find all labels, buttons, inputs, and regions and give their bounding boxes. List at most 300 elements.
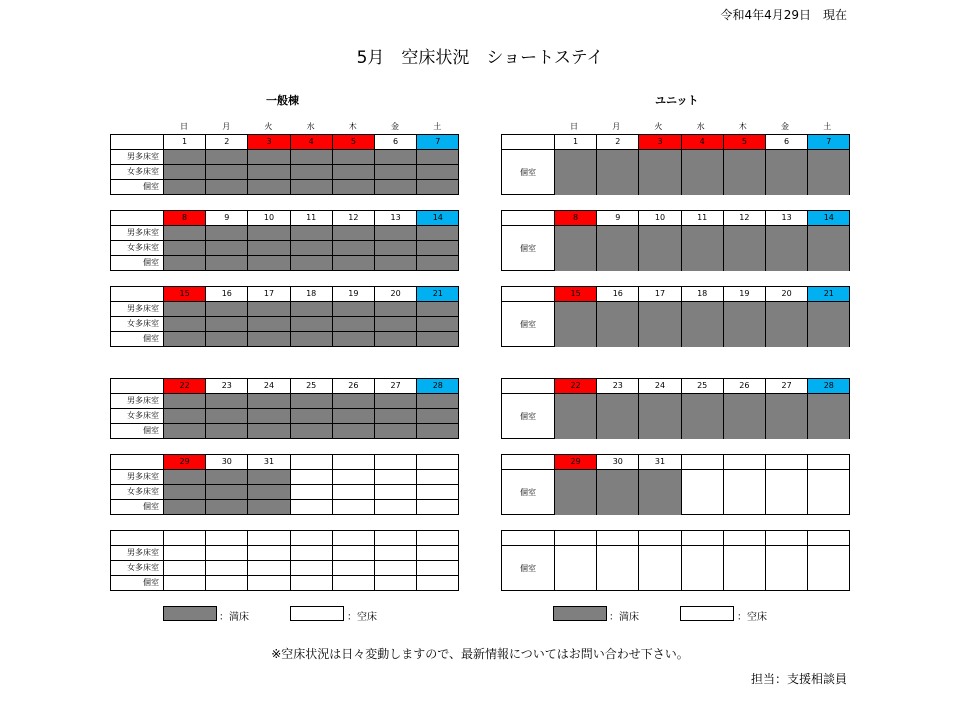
bed-empty-cell — [808, 546, 850, 591]
day-number-cell: 9 — [206, 211, 248, 226]
legend-empty-label-general: ：空床 — [347, 612, 377, 623]
bed-empty-cell — [417, 470, 459, 485]
bed-full-cell — [248, 226, 290, 241]
day-number-cell: 19 — [724, 287, 766, 302]
bed-full-cell — [291, 394, 333, 409]
bed-full-cell — [248, 394, 290, 409]
week-block-unit — [501, 286, 850, 347]
bed-empty-cell — [375, 470, 417, 485]
bed-full-cell — [248, 470, 290, 485]
bed-full-cell — [206, 302, 248, 317]
bed-full-cell — [682, 150, 724, 195]
bed-full-cell — [597, 150, 639, 195]
bed-full-cell — [597, 394, 639, 439]
room-type-label: 個室 — [502, 226, 555, 271]
day-number-cell: 25 — [291, 379, 333, 394]
bed-full-cell — [555, 150, 597, 195]
bed-empty-cell — [375, 576, 417, 591]
bed-full-cell — [639, 226, 681, 271]
bed-full-cell — [206, 150, 248, 165]
day-number-cell: 16 — [206, 287, 248, 302]
bed-full-cell — [417, 424, 459, 439]
header-corner — [111, 135, 164, 150]
bed-full-cell — [206, 241, 248, 256]
bed-full-cell — [682, 302, 724, 347]
day-number-cell: 29 — [164, 455, 206, 470]
bed-full-cell — [555, 470, 597, 515]
section-label-unit: ユニット — [655, 94, 699, 107]
bed-full-cell — [206, 485, 248, 500]
day-number-cell — [766, 531, 808, 546]
bed-full-cell — [164, 317, 206, 332]
bed-full-cell — [248, 485, 290, 500]
bed-full-cell — [682, 226, 724, 271]
bed-empty-cell — [375, 546, 417, 561]
day-number-cell — [724, 531, 766, 546]
bed-full-cell — [639, 302, 681, 347]
bed-full-cell — [333, 226, 375, 241]
day-number-cell — [808, 455, 850, 470]
day-number-cell: 8 — [555, 211, 597, 226]
bed-empty-cell — [291, 470, 333, 485]
bed-empty-cell — [164, 561, 206, 576]
bed-empty-cell — [333, 561, 375, 576]
day-number-cell: 17 — [248, 287, 290, 302]
week-block-general — [110, 454, 459, 515]
bed-full-cell — [248, 409, 290, 424]
bed-empty-cell — [291, 546, 333, 561]
day-number-cell: 28 — [808, 379, 850, 394]
day-number-cell — [291, 455, 333, 470]
week-block-general — [110, 286, 459, 347]
bed-full-cell — [206, 165, 248, 180]
bed-empty-cell — [333, 576, 375, 591]
bed-full-cell — [164, 150, 206, 165]
bed-empty-cell — [164, 546, 206, 561]
bed-full-cell — [206, 424, 248, 439]
day-number-cell: 11 — [291, 211, 333, 226]
bed-full-cell — [639, 150, 681, 195]
bed-full-cell — [639, 394, 681, 439]
bed-full-cell — [417, 394, 459, 409]
bed-full-cell — [248, 256, 290, 271]
room-type-label: 個室 — [502, 470, 555, 515]
bed-empty-cell — [206, 546, 248, 561]
bed-full-cell — [333, 180, 375, 195]
day-number-cell: 15 — [164, 287, 206, 302]
day-number-cell: 21 — [808, 287, 850, 302]
day-number-cell: 8 — [164, 211, 206, 226]
bed-full-cell — [333, 409, 375, 424]
bed-empty-cell — [682, 470, 724, 515]
bed-full-cell — [375, 409, 417, 424]
bed-full-cell — [417, 409, 459, 424]
day-number-cell: 10 — [639, 211, 681, 226]
room-type-label: 男多床室 — [111, 150, 164, 165]
bed-empty-cell — [164, 576, 206, 591]
bed-full-cell — [808, 394, 850, 439]
bed-full-cell — [417, 180, 459, 195]
bed-full-cell — [555, 302, 597, 347]
day-number-cell: 25 — [682, 379, 724, 394]
weekday-label: 土 — [433, 122, 442, 131]
bed-full-cell — [291, 317, 333, 332]
room-type-label: 男多床室 — [111, 226, 164, 241]
day-number-cell — [248, 531, 290, 546]
weekday-label: 火 — [654, 122, 663, 131]
room-type-label: 女多床室 — [111, 165, 164, 180]
bed-full-cell — [291, 302, 333, 317]
bed-empty-cell — [375, 485, 417, 500]
weekday-label: 水 — [306, 122, 315, 131]
day-number-cell — [808, 531, 850, 546]
bed-full-cell — [766, 226, 808, 271]
day-number-cell: 16 — [597, 287, 639, 302]
day-number-cell — [639, 531, 681, 546]
day-number-cell — [766, 455, 808, 470]
weekday-label: 日 — [570, 122, 578, 131]
bed-full-cell — [248, 150, 290, 165]
day-number-cell: 22 — [555, 379, 597, 394]
room-type-label: 個室 — [502, 302, 555, 347]
day-number-cell — [682, 455, 724, 470]
week-block-general — [110, 210, 459, 271]
bed-full-cell — [291, 180, 333, 195]
bed-full-cell — [164, 470, 206, 485]
bed-full-cell — [375, 317, 417, 332]
day-number-cell: 1 — [555, 135, 597, 150]
bed-empty-cell — [417, 561, 459, 576]
bed-full-cell — [724, 302, 766, 347]
day-number-cell: 24 — [248, 379, 290, 394]
day-number-cell: 20 — [375, 287, 417, 302]
bed-full-cell — [417, 332, 459, 347]
bed-full-cell — [417, 165, 459, 180]
bed-full-cell — [333, 302, 375, 317]
bed-full-cell — [164, 500, 206, 515]
bed-full-cell — [291, 241, 333, 256]
day-number-cell: 12 — [333, 211, 375, 226]
legend-full-label-unit: ：満床 — [609, 612, 639, 623]
day-number-cell: 13 — [375, 211, 417, 226]
weekday-label: 日 — [180, 122, 188, 131]
day-number-cell: 20 — [766, 287, 808, 302]
bed-empty-cell — [808, 470, 850, 515]
day-number-cell: 23 — [206, 379, 248, 394]
header-corner — [502, 379, 555, 394]
bed-full-cell — [291, 256, 333, 271]
room-type-label: 個室 — [502, 394, 555, 439]
day-number-cell: 29 — [555, 455, 597, 470]
bed-empty-cell — [682, 546, 724, 591]
header-corner — [502, 211, 555, 226]
day-number-cell: 24 — [639, 379, 681, 394]
bed-full-cell — [375, 256, 417, 271]
day-number-cell — [333, 455, 375, 470]
section-label-general: 一般棟 — [266, 94, 299, 107]
day-number-cell: 19 — [333, 287, 375, 302]
room-type-label: 男多床室 — [111, 470, 164, 485]
day-number-cell — [417, 455, 459, 470]
day-number-cell: 7 — [808, 135, 850, 150]
day-number-cell: 7 — [417, 135, 459, 150]
room-type-label: 個室 — [502, 150, 555, 195]
bed-full-cell — [291, 332, 333, 347]
bed-full-cell — [248, 332, 290, 347]
bed-empty-cell — [375, 561, 417, 576]
header-corner — [111, 379, 164, 394]
bed-empty-cell — [291, 561, 333, 576]
bed-full-cell — [766, 150, 808, 195]
week-block-unit — [501, 210, 850, 271]
bed-empty-cell — [555, 546, 597, 591]
bed-full-cell — [639, 470, 681, 515]
legend-full-label-general: ：満床 — [219, 612, 249, 623]
bed-empty-cell — [248, 546, 290, 561]
legend-empty-label-unit: ：空床 — [737, 612, 767, 623]
day-number-cell: 4 — [682, 135, 724, 150]
day-number-cell — [417, 531, 459, 546]
bed-full-cell — [333, 256, 375, 271]
header-corner — [111, 211, 164, 226]
day-number-cell: 18 — [291, 287, 333, 302]
bed-full-cell — [164, 241, 206, 256]
bed-empty-cell — [333, 546, 375, 561]
day-number-cell: 6 — [375, 135, 417, 150]
bed-full-cell — [206, 500, 248, 515]
bed-full-cell — [333, 424, 375, 439]
bed-full-cell — [206, 332, 248, 347]
day-number-cell: 11 — [682, 211, 724, 226]
bed-empty-cell — [417, 576, 459, 591]
header-corner — [502, 135, 555, 150]
day-number-cell: 22 — [164, 379, 206, 394]
bed-full-cell — [164, 165, 206, 180]
day-number-cell: 6 — [766, 135, 808, 150]
bed-full-cell — [597, 470, 639, 515]
room-type-label: 女多床室 — [111, 485, 164, 500]
bed-full-cell — [333, 332, 375, 347]
day-number-cell — [291, 531, 333, 546]
bed-full-cell — [724, 150, 766, 195]
bed-full-cell — [375, 226, 417, 241]
bed-full-cell — [333, 317, 375, 332]
bed-full-cell — [375, 424, 417, 439]
week-block-unit — [501, 134, 850, 195]
legend-full-swatch-unit — [553, 606, 607, 621]
room-type-label: 個室 — [111, 332, 164, 347]
bed-empty-cell — [291, 576, 333, 591]
day-number-cell: 23 — [597, 379, 639, 394]
weekday-label: 月 — [612, 122, 621, 131]
weekday-label: 火 — [264, 122, 273, 131]
room-type-label: 個室 — [111, 256, 164, 271]
bed-full-cell — [417, 241, 459, 256]
day-number-cell: 31 — [639, 455, 681, 470]
room-type-label: 女多床室 — [111, 317, 164, 332]
day-number-cell: 31 — [248, 455, 290, 470]
bed-full-cell — [206, 256, 248, 271]
bed-empty-cell — [248, 576, 290, 591]
day-number-cell — [333, 531, 375, 546]
legend-full-swatch-general — [163, 606, 217, 621]
bed-full-cell — [248, 165, 290, 180]
bed-full-cell — [164, 409, 206, 424]
day-number-cell: 27 — [375, 379, 417, 394]
week-block-general — [110, 378, 459, 439]
header-corner — [111, 287, 164, 302]
room-type-label: 女多床室 — [111, 409, 164, 424]
bed-full-cell — [375, 180, 417, 195]
bed-empty-cell — [417, 485, 459, 500]
bed-full-cell — [555, 394, 597, 439]
room-type-label: 男多床室 — [111, 394, 164, 409]
room-type-label: 個室 — [111, 180, 164, 195]
bed-full-cell — [808, 150, 850, 195]
bed-empty-cell — [417, 546, 459, 561]
bed-full-cell — [375, 394, 417, 409]
bed-empty-cell — [291, 485, 333, 500]
bed-full-cell — [597, 302, 639, 347]
day-number-cell: 2 — [597, 135, 639, 150]
week-block-unit — [501, 454, 850, 515]
bed-full-cell — [164, 332, 206, 347]
bed-empty-cell — [766, 470, 808, 515]
bed-full-cell — [808, 302, 850, 347]
bed-full-cell — [375, 150, 417, 165]
bed-full-cell — [417, 256, 459, 271]
weekday-header-general — [163, 121, 459, 133]
header-corner — [111, 455, 164, 470]
bed-full-cell — [375, 302, 417, 317]
bed-full-cell — [291, 409, 333, 424]
as-of-date: 令和4年4月29日 現在 — [720, 8, 847, 22]
day-number-cell: 5 — [333, 135, 375, 150]
day-number-cell: 14 — [417, 211, 459, 226]
bed-empty-cell — [724, 470, 766, 515]
weekday-label: 木 — [348, 122, 357, 131]
weekday-label: 木 — [738, 122, 747, 131]
day-number-cell: 2 — [206, 135, 248, 150]
bed-full-cell — [724, 394, 766, 439]
bed-empty-cell — [333, 470, 375, 485]
weekday-label: 金 — [391, 122, 399, 131]
room-type-label: 個室 — [111, 500, 164, 515]
bed-full-cell — [164, 256, 206, 271]
day-number-cell: 9 — [597, 211, 639, 226]
bed-full-cell — [248, 424, 290, 439]
bed-full-cell — [291, 150, 333, 165]
header-corner — [502, 531, 555, 546]
room-type-label: 個室 — [111, 576, 164, 591]
bed-empty-cell — [639, 546, 681, 591]
bed-full-cell — [164, 394, 206, 409]
bed-full-cell — [291, 424, 333, 439]
week-block-general — [110, 530, 459, 591]
bed-full-cell — [417, 150, 459, 165]
room-type-label: 個室 — [111, 424, 164, 439]
day-number-cell: 17 — [639, 287, 681, 302]
bed-full-cell — [248, 241, 290, 256]
bed-full-cell — [206, 409, 248, 424]
bed-full-cell — [164, 485, 206, 500]
bed-empty-cell — [291, 500, 333, 515]
bed-full-cell — [248, 302, 290, 317]
day-number-cell: 4 — [291, 135, 333, 150]
weekday-label: 土 — [823, 122, 832, 131]
day-number-cell: 18 — [682, 287, 724, 302]
bed-full-cell — [724, 226, 766, 271]
day-number-cell: 27 — [766, 379, 808, 394]
room-type-label: 女多床室 — [111, 241, 164, 256]
notice-text: ※空床状況は日々変動しますので、最新情報についてはお問い合わせ下さい。 — [271, 647, 689, 661]
day-number-cell: 13 — [766, 211, 808, 226]
day-number-cell: 30 — [597, 455, 639, 470]
header-corner — [111, 531, 164, 546]
week-block-unit — [501, 530, 850, 591]
bed-empty-cell — [766, 546, 808, 591]
day-number-cell: 3 — [248, 135, 290, 150]
day-number-cell: 3 — [639, 135, 681, 150]
bed-full-cell — [333, 165, 375, 180]
day-number-cell: 28 — [417, 379, 459, 394]
bed-empty-cell — [248, 561, 290, 576]
bed-full-cell — [248, 317, 290, 332]
day-number-cell — [555, 531, 597, 546]
bed-full-cell — [291, 165, 333, 180]
bed-full-cell — [808, 226, 850, 271]
legend-empty-swatch-general — [290, 606, 344, 621]
bed-full-cell — [375, 332, 417, 347]
bed-full-cell — [766, 394, 808, 439]
bed-empty-cell — [417, 500, 459, 515]
bed-full-cell — [291, 226, 333, 241]
bed-empty-cell — [206, 561, 248, 576]
day-number-cell: 26 — [333, 379, 375, 394]
bed-full-cell — [206, 317, 248, 332]
bed-full-cell — [164, 302, 206, 317]
contact-text: 担当：支援相談員 — [750, 672, 847, 686]
bed-full-cell — [333, 241, 375, 256]
day-number-cell — [724, 455, 766, 470]
bed-full-cell — [682, 394, 724, 439]
bed-full-cell — [333, 394, 375, 409]
weekday-label: 水 — [696, 122, 705, 131]
day-number-cell — [164, 531, 206, 546]
day-number-cell: 26 — [724, 379, 766, 394]
day-number-cell — [206, 531, 248, 546]
week-block-unit — [501, 378, 850, 439]
bed-full-cell — [206, 226, 248, 241]
bed-full-cell — [333, 150, 375, 165]
bed-full-cell — [164, 424, 206, 439]
bed-full-cell — [417, 317, 459, 332]
bed-full-cell — [375, 241, 417, 256]
bed-empty-cell — [724, 546, 766, 591]
bed-full-cell — [417, 302, 459, 317]
day-number-cell — [375, 531, 417, 546]
bed-full-cell — [164, 180, 206, 195]
room-type-label: 女多床室 — [111, 561, 164, 576]
bed-empty-cell — [206, 576, 248, 591]
bed-full-cell — [555, 226, 597, 271]
day-number-cell: 1 — [164, 135, 206, 150]
bed-full-cell — [164, 226, 206, 241]
bed-empty-cell — [333, 500, 375, 515]
day-number-cell — [682, 531, 724, 546]
bed-full-cell — [766, 302, 808, 347]
day-number-cell: 10 — [248, 211, 290, 226]
